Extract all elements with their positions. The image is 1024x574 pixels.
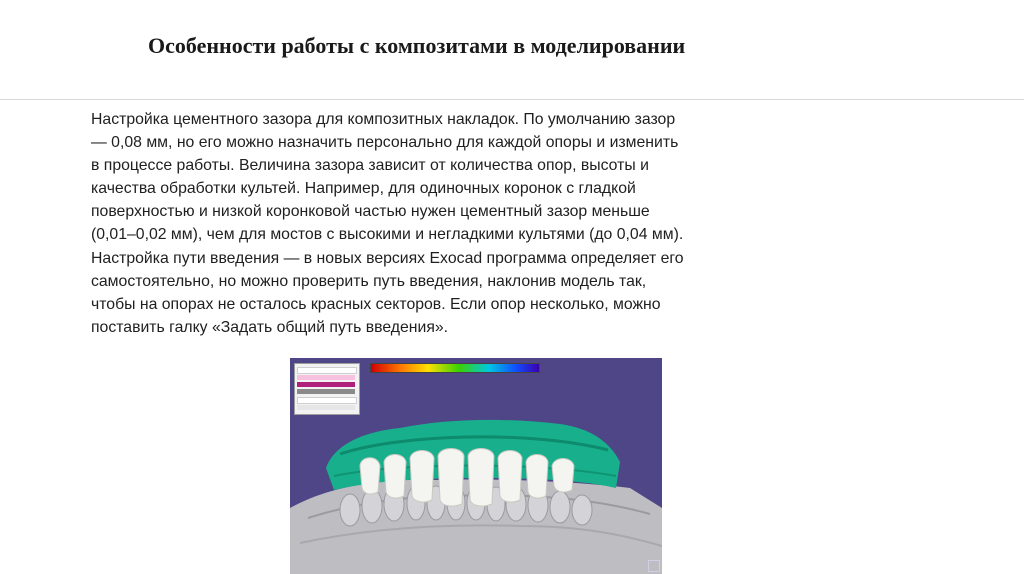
slide-title: Особенности работы с композитами в моделировании [148,33,686,58]
panel-row [297,375,355,380]
panel-row [297,389,355,394]
body-line: самостоятельно, но можно проверить путь введения, наклонив модель так, [91,272,647,290]
title-divider [0,99,1024,100]
body-line: (0,01–0,02 мм), чем для мостов с высокими и негладкими культями (до 0,04 мм). [91,226,684,244]
corner-indicator [648,560,660,572]
panel-row [297,367,357,374]
panel-row [297,382,355,387]
slide-body-text [91,108,771,339]
tool-panel [294,363,360,415]
body-line: качества обработки культей. Например, для одиночных коронок с гладкой [91,180,636,198]
body-line: поверхностью и низкой коронковой частью нужен цементный зазор меньше [91,203,650,221]
body-line: поставить галку «Задать общий путь введения». [91,318,449,336]
body-line: Настройка цементного зазора для композитных накладок. По умолчанию зазор [91,111,676,128]
panel-row [297,397,357,404]
panel-row [297,405,355,410]
body-line: в процессе работы. Величина зазора зависит от количества опор, высоты и [91,157,649,175]
body-line: чтобы на опорах не осталось красных секторов. Если опор несколько, можно [91,295,661,313]
exocad-screenshot [290,358,662,574]
body-line: Настройка пути введения — в новых версиях Exocad программа определяет его [91,249,684,267]
distance-colorbar [370,363,540,373]
body-line: — 0,08 мм, но его можно назначить персонально для каждой опоры и изменить [91,134,679,152]
